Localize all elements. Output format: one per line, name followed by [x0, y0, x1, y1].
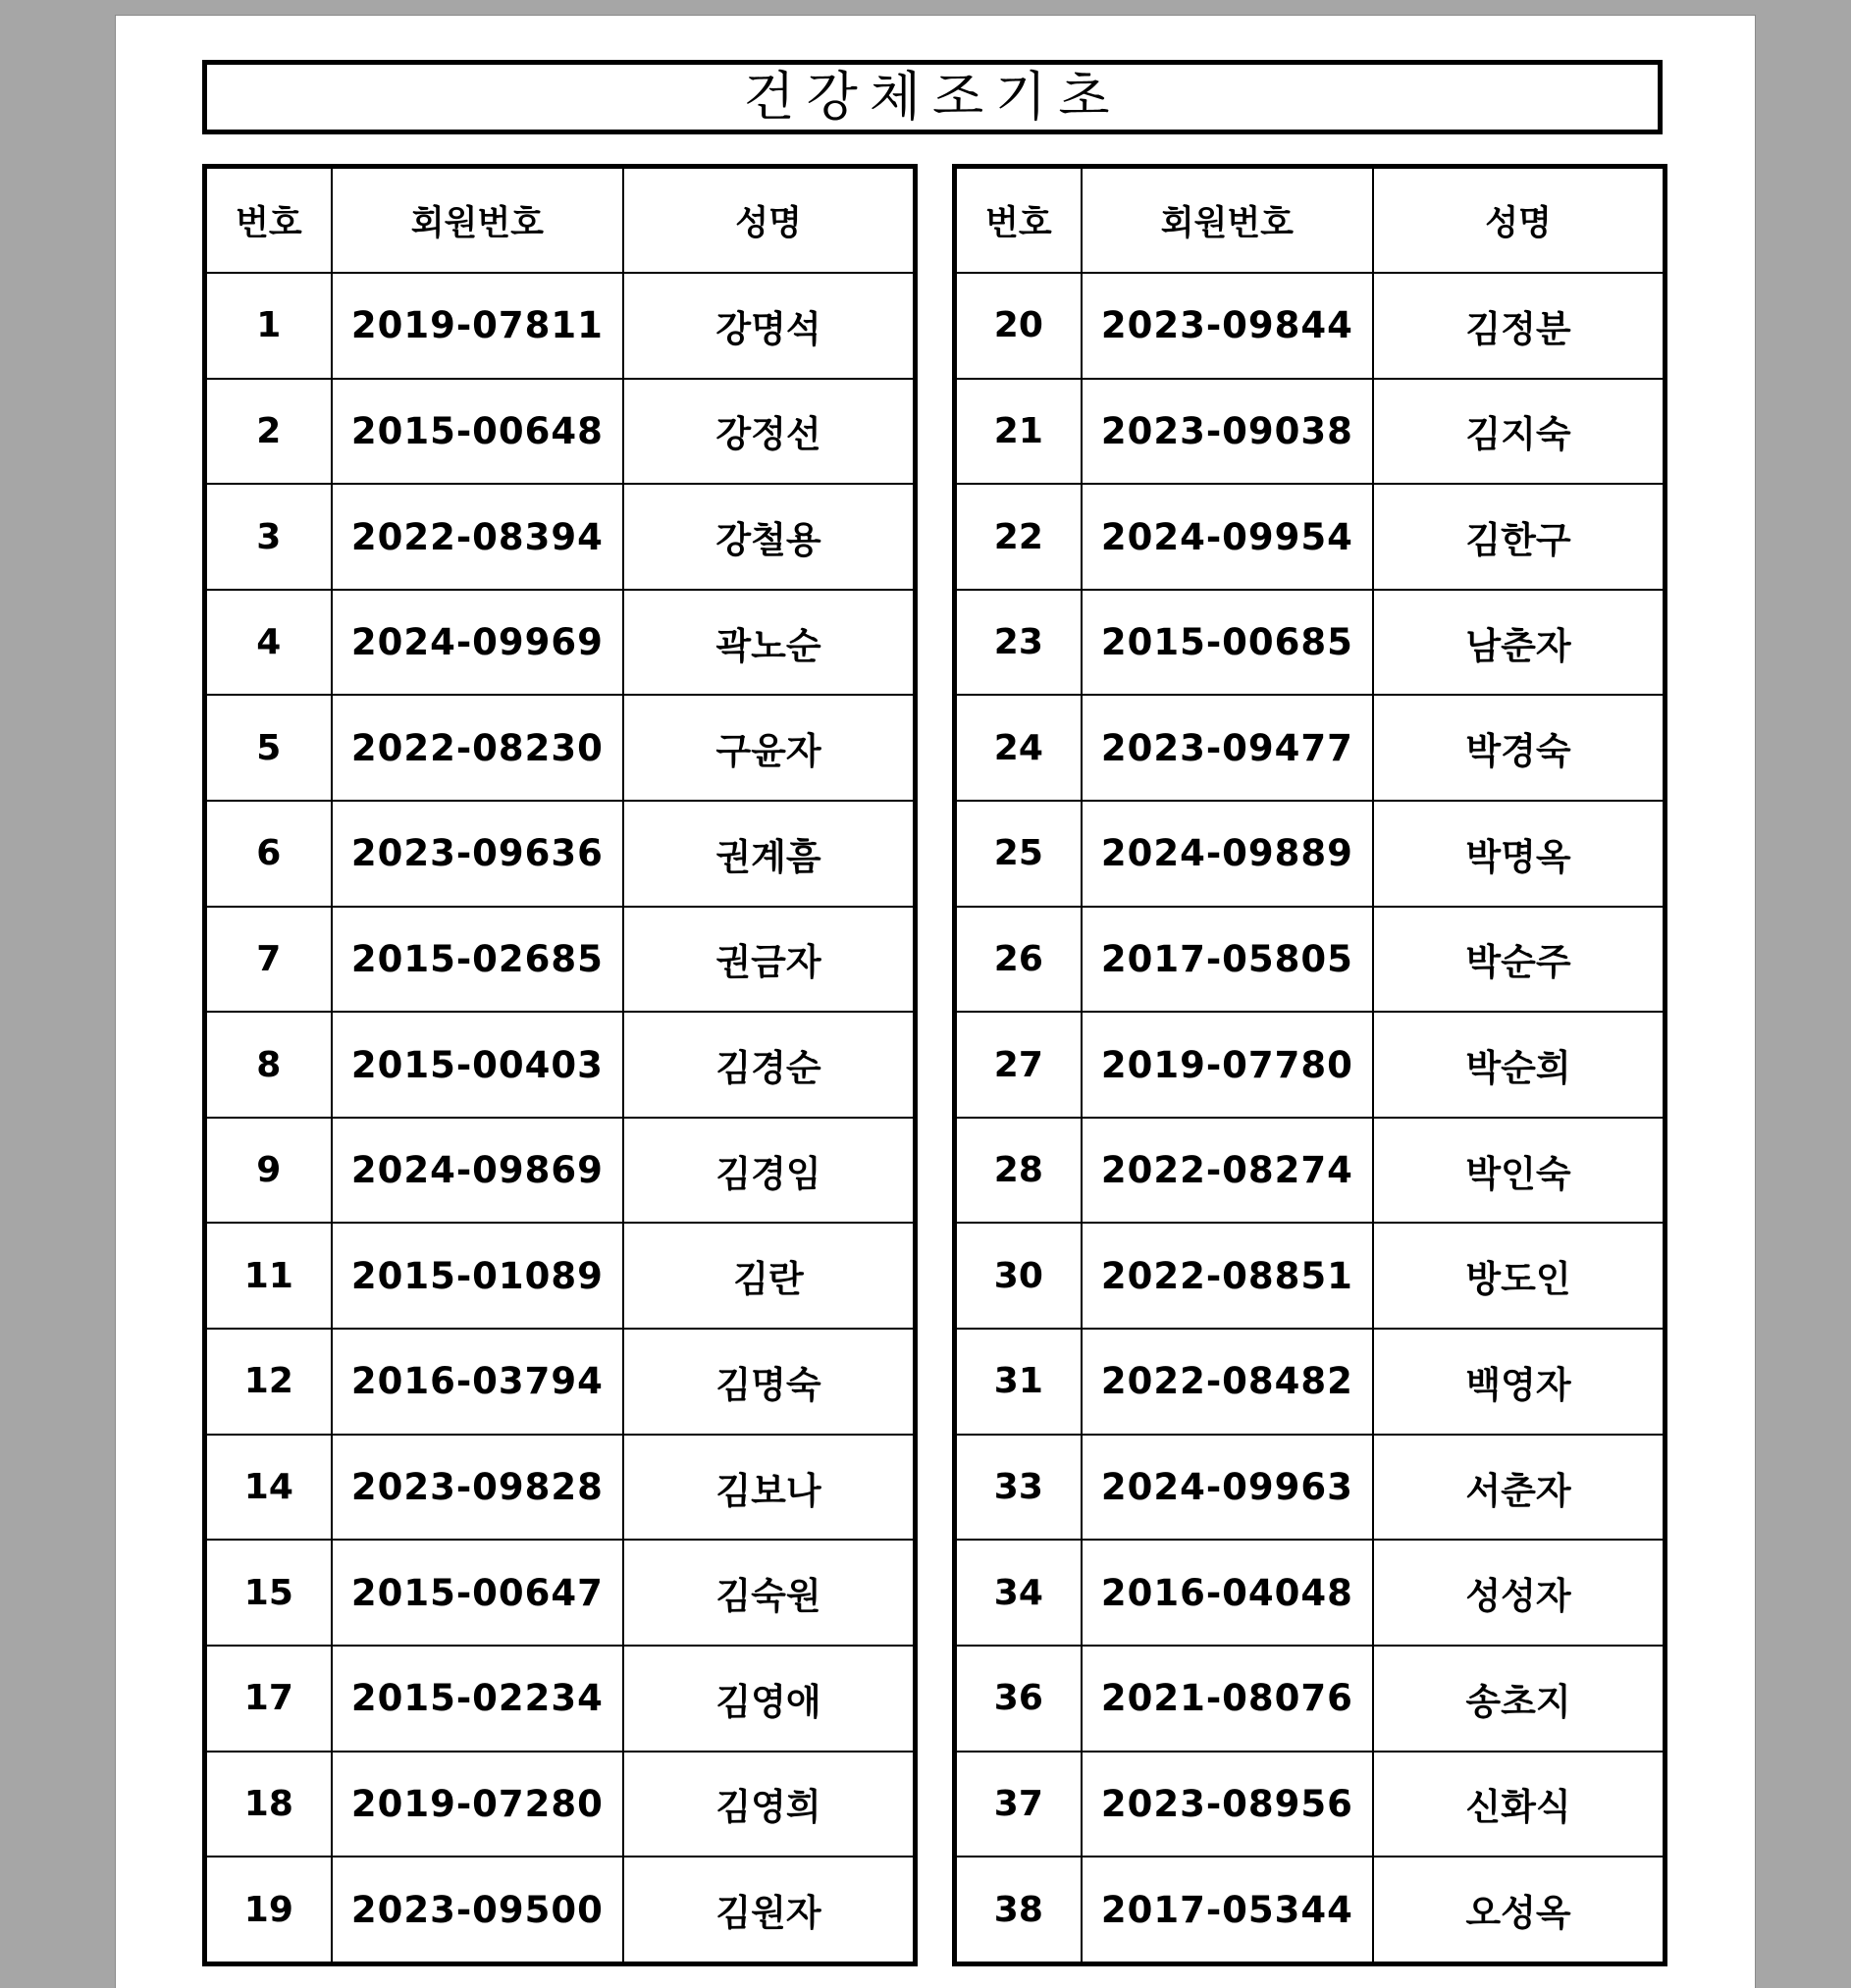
member-name: 권금자 — [623, 907, 915, 1013]
row-number: 37 — [955, 1752, 1082, 1857]
row-number: 11 — [205, 1223, 332, 1329]
member-id: 2017-05805 — [1082, 907, 1373, 1013]
row-number: 26 — [955, 907, 1082, 1013]
member-id: 2022-08851 — [1082, 1223, 1373, 1329]
page-title: 건강체조기초 — [743, 66, 1122, 128]
member-id: 2023-09477 — [1082, 695, 1373, 801]
member-name: 김보나 — [623, 1435, 915, 1541]
member-name: 김명숙 — [623, 1329, 915, 1435]
member-name: 백영자 — [1373, 1329, 1665, 1435]
member-id: 2023-09038 — [1082, 379, 1373, 485]
table-row — [955, 1857, 1666, 1963]
roster-body-right — [955, 273, 1666, 1964]
table-row — [955, 695, 1666, 801]
member-id: 2021-08076 — [1082, 1646, 1373, 1752]
row-number: 21 — [955, 379, 1082, 485]
roster-table-left — [202, 164, 918, 1966]
member-id: 2023-09636 — [332, 801, 623, 907]
member-name: 방도인 — [1373, 1223, 1665, 1329]
row-number: 5 — [205, 695, 332, 801]
table-row — [205, 1118, 916, 1224]
table-row — [205, 695, 916, 801]
member-id: 2019-07280 — [332, 1752, 623, 1857]
member-id: 2022-08274 — [1082, 1118, 1373, 1224]
row-number: 27 — [955, 1012, 1082, 1118]
member-id: 2023-08956 — [1082, 1752, 1373, 1857]
member-id: 2015-00647 — [332, 1540, 623, 1646]
table-row — [955, 1540, 1666, 1646]
table-row — [955, 1752, 1666, 1857]
member-id: 2015-02685 — [332, 907, 623, 1013]
row-number: 7 — [205, 907, 332, 1013]
row-number: 4 — [205, 590, 332, 696]
header-name: 성명 — [623, 167, 915, 274]
header-member-id: 회원번호 — [332, 167, 623, 274]
row-number: 25 — [955, 801, 1082, 907]
table-row — [955, 1012, 1666, 1118]
row-number: 30 — [955, 1223, 1082, 1329]
member-name: 강명석 — [623, 273, 915, 379]
row-number: 3 — [205, 484, 332, 590]
table-row — [205, 273, 916, 379]
row-number: 18 — [205, 1752, 332, 1857]
member-id: 2016-03794 — [332, 1329, 623, 1435]
table-row — [205, 484, 916, 590]
table-row — [955, 1435, 1666, 1541]
member-name: 김지숙 — [1373, 379, 1665, 485]
document-page — [116, 16, 1755, 1988]
row-number: 24 — [955, 695, 1082, 801]
row-number: 9 — [205, 1118, 332, 1224]
header-no: 번호 — [205, 167, 332, 274]
table-row — [955, 1329, 1666, 1435]
table-row — [955, 907, 1666, 1013]
member-name: 김원자 — [623, 1857, 915, 1963]
member-name: 김경임 — [623, 1118, 915, 1224]
roster-table-right — [952, 164, 1667, 1966]
row-number: 34 — [955, 1540, 1082, 1646]
member-id: 2024-09963 — [1082, 1435, 1373, 1541]
header-name: 성명 — [1373, 167, 1665, 274]
member-name: 박순희 — [1373, 1012, 1665, 1118]
table-row — [205, 1646, 916, 1752]
header-member-id: 회원번호 — [1082, 167, 1373, 274]
table-row — [205, 1857, 916, 1963]
member-id: 2023-09828 — [332, 1435, 623, 1541]
row-number: 14 — [205, 1435, 332, 1541]
member-id: 2015-00685 — [1082, 590, 1373, 696]
member-id: 2017-05344 — [1082, 1857, 1373, 1963]
row-number: 1 — [205, 273, 332, 379]
row-number: 33 — [955, 1435, 1082, 1541]
member-name: 신화식 — [1373, 1752, 1665, 1857]
member-id: 2015-00403 — [332, 1012, 623, 1118]
row-number: 12 — [205, 1329, 332, 1435]
member-id: 2015-01089 — [332, 1223, 623, 1329]
row-number: 17 — [205, 1646, 332, 1752]
row-number: 31 — [955, 1329, 1082, 1435]
member-name: 강정선 — [623, 379, 915, 485]
member-name: 곽노순 — [623, 590, 915, 696]
member-name: 김란 — [623, 1223, 915, 1329]
member-id: 2016-04048 — [1082, 1540, 1373, 1646]
member-name: 김한구 — [1373, 484, 1665, 590]
table-row — [205, 1012, 916, 1118]
table-row — [955, 801, 1666, 907]
member-name: 박순주 — [1373, 907, 1665, 1013]
member-id: 2015-02234 — [332, 1646, 623, 1752]
member-id: 2022-08482 — [1082, 1329, 1373, 1435]
member-id: 2019-07811 — [332, 273, 623, 379]
row-number: 6 — [205, 801, 332, 907]
table-row — [205, 1540, 916, 1646]
member-id: 2024-09889 — [1082, 801, 1373, 907]
row-number: 23 — [955, 590, 1082, 696]
table-row — [955, 1118, 1666, 1224]
row-number: 38 — [955, 1857, 1082, 1963]
table-row — [955, 590, 1666, 696]
row-number: 36 — [955, 1646, 1082, 1752]
table-row — [205, 1752, 916, 1857]
member-id: 2023-09844 — [1082, 273, 1373, 379]
member-name: 강철용 — [623, 484, 915, 590]
member-name: 성성자 — [1373, 1540, 1665, 1646]
table-row — [205, 1329, 916, 1435]
table-row — [205, 801, 916, 907]
title-box — [202, 60, 1663, 134]
table-row — [205, 907, 916, 1013]
member-name: 구윤자 — [623, 695, 915, 801]
table-row — [205, 590, 916, 696]
member-name: 김정분 — [1373, 273, 1665, 379]
member-name: 김숙원 — [623, 1540, 915, 1646]
member-name: 김영애 — [623, 1646, 915, 1752]
member-name: 김경순 — [623, 1012, 915, 1118]
table-row — [205, 1435, 916, 1541]
member-id: 2019-07780 — [1082, 1012, 1373, 1118]
member-name: 송초지 — [1373, 1646, 1665, 1752]
member-name: 오성옥 — [1373, 1857, 1665, 1963]
member-name: 남춘자 — [1373, 590, 1665, 696]
member-name: 서춘자 — [1373, 1435, 1665, 1541]
row-number: 20 — [955, 273, 1082, 379]
table-row — [205, 379, 916, 485]
member-id: 2023-09500 — [332, 1857, 623, 1963]
table-row — [955, 484, 1666, 590]
row-number: 28 — [955, 1118, 1082, 1224]
member-name: 박인숙 — [1373, 1118, 1665, 1224]
row-number: 22 — [955, 484, 1082, 590]
member-name: 박명옥 — [1373, 801, 1665, 907]
table-row — [955, 273, 1666, 379]
header-row — [205, 167, 916, 274]
header-no: 번호 — [955, 167, 1082, 274]
table-row — [955, 379, 1666, 485]
member-id: 2015-00648 — [332, 379, 623, 485]
roster-body-left — [205, 273, 916, 1964]
member-name: 권계흠 — [623, 801, 915, 907]
table-row — [955, 1646, 1666, 1752]
member-id: 2024-09969 — [332, 590, 623, 696]
header-row — [955, 167, 1666, 274]
table-row — [955, 1223, 1666, 1329]
member-id: 2022-08230 — [332, 695, 623, 801]
member-name: 박경숙 — [1373, 695, 1665, 801]
member-id: 2022-08394 — [332, 484, 623, 590]
row-number: 19 — [205, 1857, 332, 1963]
member-id: 2024-09869 — [332, 1118, 623, 1224]
row-number: 2 — [205, 379, 332, 485]
member-name: 김영희 — [623, 1752, 915, 1857]
row-number: 15 — [205, 1540, 332, 1646]
table-row — [205, 1223, 916, 1329]
member-id: 2024-09954 — [1082, 484, 1373, 590]
row-number: 8 — [205, 1012, 332, 1118]
